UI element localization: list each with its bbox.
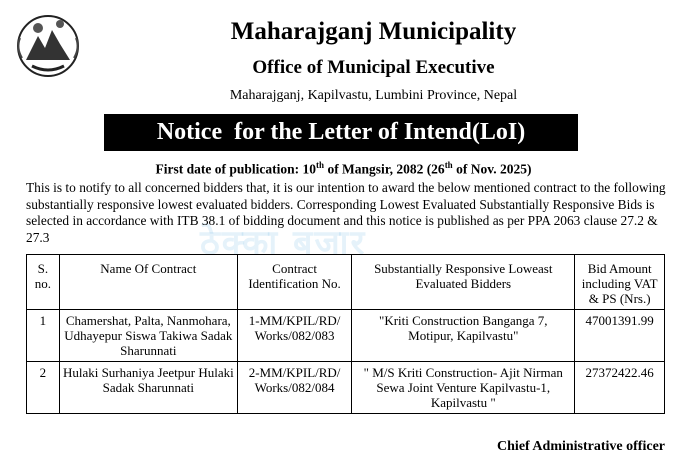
row-bid-amount: 47001391.99	[575, 310, 665, 362]
table-row	[27, 310, 665, 362]
row-bid-amount: 27372422.46	[575, 362, 665, 414]
publication-date: First date of publication: 10th of Mangsir, 2082 (26th of Nov. 2025)	[155, 160, 532, 177]
row-contract-name: Hulaki Surhaniya Jeetpur Hulaki Sadak Sharunnati	[59, 362, 237, 414]
header-bid-amount: Bid Amount including VAT & PS (Nrs.)	[575, 255, 665, 310]
signatory: Chief Administrative officer	[497, 439, 665, 454]
row-contract-id: 1-MM/KPIL/RD/ Works/082/083	[237, 310, 351, 362]
row-sn: 2	[27, 362, 60, 414]
office-address: Maharajganj, Kapilvastu, Lumbini Province, Nepal	[229, 88, 518, 103]
watermark: ठेक्का बजार	[200, 223, 367, 263]
table-header-row	[27, 255, 665, 310]
header-contract-name: Name Of Contract	[59, 255, 237, 310]
office-name: Office of Municipal Executive	[252, 57, 495, 78]
header-bidder: Substantially Responsive Loweast Evaluated Bidders	[352, 255, 575, 310]
header-contract-id: Contract Identification No.	[237, 255, 351, 310]
contracts-table	[26, 254, 665, 414]
table-row	[27, 362, 665, 414]
row-contract-name: Chamershat, Palta, Nanmohara, Udhayepur Siswa Takiwa Sadak Sharunnati	[59, 310, 237, 362]
notice-body: This is to notify to all concerned bidders that, it is our intention to award the below mentioned contract to the following substantially responsive lowest evaluated bidders. Corresponding Lowest Evaluated Substantially Responsive Bids is selected in accordance with ITB 38.1 of bidding document and this notice is published as per PPA 2063 clause 27.2 & 27.3	[26, 180, 666, 245]
row-bidder: "Kriti Construction Banganga 7, Motipur, Kapilvastu"	[352, 310, 575, 362]
row-contract-id: 2-MM/KPIL/RD/ Works/082/084	[237, 362, 351, 414]
header-sn: S. no.	[27, 255, 60, 310]
notice-title: Notice for the Letter of Intend(LoI)	[104, 114, 578, 151]
row-sn: 1	[27, 310, 60, 362]
organization-name: Maharajganj Municipality	[230, 18, 517, 45]
row-bidder: " M/S Kriti Construction- Ajit Nirman Sewa Joint Venture Kapilvastu-1, Kapilvastu "	[352, 362, 575, 414]
